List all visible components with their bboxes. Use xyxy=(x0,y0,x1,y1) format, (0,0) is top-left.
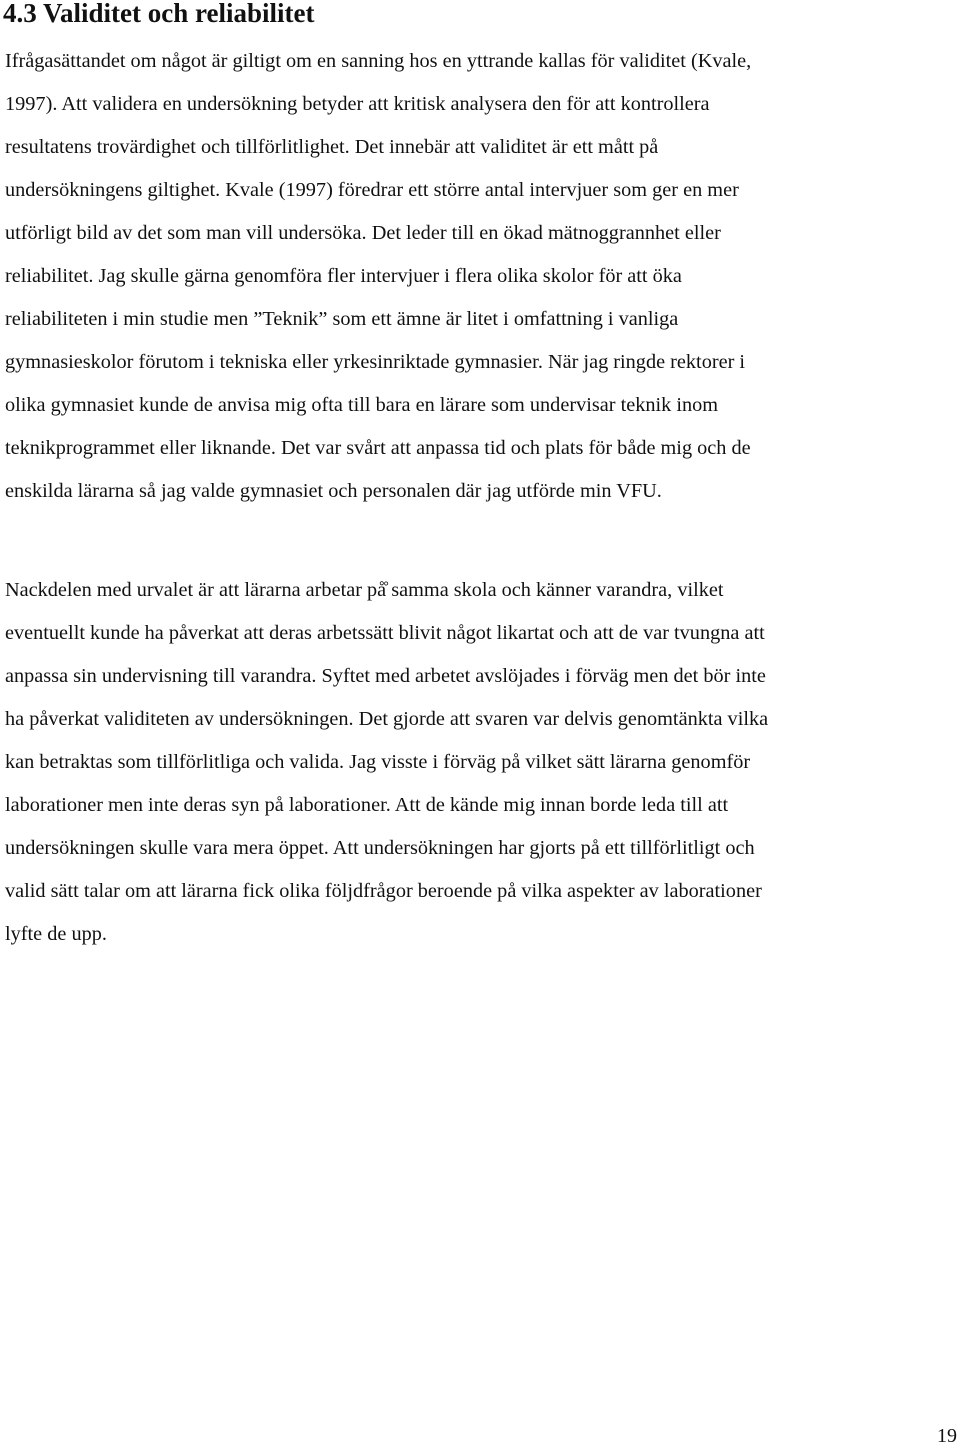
text-line: anpassa sin undervisning till varandra. Syftet med arbetet avslöjades i förväg men det bör inte xyxy=(5,665,766,687)
text-line: enskilda lärarna så jag valde gymnasiet och personalen där jag utförde min VFU. xyxy=(5,480,662,502)
text-line: resultatens trovärdighet och tillförlitlighet. Det innebär att validitet är ett mått på xyxy=(5,136,659,158)
text-line: 1997). Att validera en undersökning betyder att kritisk analysera den för att kontrollera xyxy=(5,93,710,115)
text-line: undersökningens giltighet. Kvale (1997) föredrar ett större antal intervjuer som ger en mer xyxy=(5,179,739,201)
text-line: ha påverkat validiteten av undersökningen. Det gjorde att svaren var delvis genomtänkta vilka xyxy=(5,708,769,730)
text-line: valid sätt talar om att lärarna fick olika följdfrågor beroende på vilka aspekter av laborationer xyxy=(5,880,762,902)
text-line: utförligt bild av det som man vill undersöka. Det leder till en ökad mätnoggrannhet eller xyxy=(5,222,721,244)
paragraph-sample-drawbacks xyxy=(5,569,955,956)
text-line: olika gymnasiet kunde de anvisa mig ofta till bara en lärare som undervisar teknik inom xyxy=(5,394,719,416)
text-line: eventuellt kunde ha påverkat att deras arbetssätt blivit något likartat och att de var tvungna att xyxy=(5,622,765,644)
text-line: undersökningen skulle vara mera öppet. Att undersökningen har gjorts på ett tillförlitligt och xyxy=(5,837,755,859)
text-line: gymnasieskolor förutom i tekniska eller yrkesinriktade gymnasier. När jag ringde rektorer i xyxy=(5,351,746,373)
text-line: reliabiliteten i min studie men ”Teknik” som ett ämne är litet i omfattning i vanliga xyxy=(5,308,679,330)
text-line: kan betraktas som tillförlitliga och valida. Jag visste i förväg på vilket sätt lärarna genomför xyxy=(5,751,751,773)
text-line: teknikprogrammet eller liknande. Det var svårt att anpassa tid och plats för både mig och de xyxy=(5,437,751,459)
text-line: lyfte de upp. xyxy=(5,923,107,945)
section-heading: 4.3 Validitet och reliabilitet xyxy=(3,0,315,28)
text-line: Ifrågasättandet om något är giltigt om en sanning hos en yttrande kallas för validitet (Kvale, xyxy=(5,50,752,72)
paragraph-validity xyxy=(5,40,955,513)
text-line: reliabilitet. Jag skulle gärna genomföra fler intervjuer i flera olika skolor för att öka xyxy=(5,265,682,287)
text-line: laborationer men inte deras syn på laborationer. Att de kände mig innan borde leda till att xyxy=(5,794,729,816)
text-line: Nackdelen med urvalet är att lärarna arbetar på̊ samma skola och känner varandra, vilket xyxy=(5,579,724,601)
page-number: 19 xyxy=(937,1425,957,1447)
